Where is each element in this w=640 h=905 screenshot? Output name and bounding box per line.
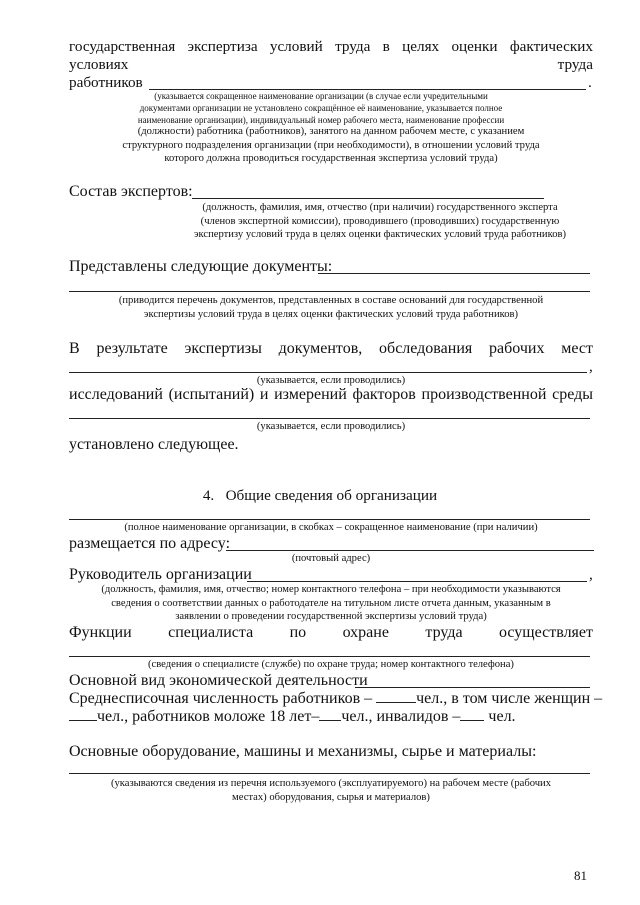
word: целях (402, 38, 440, 55)
result-caption-2: (указывается, если проводились) (256, 421, 406, 432)
staff-line-1: Среднесписочная численность работников – чел., в том числе женщин – (69, 690, 603, 707)
result-line-1: В результате экспертизы документов, обследования рабочих мест (69, 340, 593, 357)
experts-caption: (должность, фамилия, имя, отчество (при наличии) государственного эксперта (членов экспертной комиссии), проводившего (проводивших) государственную экспертизу условий труда в целях оценки фактических условий труда работников) (193, 202, 567, 240)
address-fill-line[interactable] (226, 550, 594, 551)
comma: , (589, 566, 593, 583)
disabled-count-field[interactable] (460, 708, 484, 721)
org-name-fill-line[interactable] (69, 519, 590, 520)
documents-fill-line-2[interactable] (69, 291, 590, 292)
minors-count-field[interactable] (319, 708, 341, 721)
equipment-caption: (указываются сведения из перечня используемого (эксплуатируемого) на рабочем месте (рабочих местах) оборудования, сырья и материалов) (110, 778, 552, 803)
word: условиях (69, 56, 129, 73)
word: экспертиза (187, 38, 258, 55)
head-caption: (должность, фамилия, имя, отчество; номер контактного телефона – при необходимости указываются сведения о соответствии данных о работодателе на титульном листе отчета данным, указанным в заявлении о проведении государственной экспертизы условий труда) (101, 584, 561, 622)
staff-line-2: чел., работников моложе 18 лет– чел., инвалидов – чел. (69, 708, 593, 726)
word: оценки (451, 38, 498, 55)
safety-caption: (сведения о специалисте (службе) по охране труда; номер контактного телефона) (148, 659, 514, 670)
result-conclusion: установлено следующее. (69, 436, 239, 453)
workers-label: работников (69, 74, 143, 91)
result-caption-1: (указывается, если проводились) (256, 375, 406, 386)
women-count-field[interactable] (69, 708, 97, 721)
intro-line-2 (69, 56, 593, 74)
word: труда (557, 56, 593, 73)
head-label: Руководитель организации (69, 566, 252, 583)
workplaces-fill-line[interactable] (69, 372, 587, 373)
equipment-label: Основные оборудование, машины и механизмы, сырье и материалы: (69, 743, 537, 760)
word: в (382, 38, 390, 55)
safety-fill-line[interactable] (69, 656, 590, 657)
workers-fill-line[interactable] (149, 89, 586, 90)
safety-line: Функции специалиста по охране труда осуществляет (69, 624, 593, 641)
page-number: 81 (574, 868, 587, 883)
documents-caption: (приводится перечень документов, представленных в составе оснований для государственной экспертизы условий труда в целях оценки фактических условий труда работников) (118, 295, 544, 320)
intro-line-1 (69, 38, 593, 56)
word: условий (269, 38, 323, 55)
activity-fill-line[interactable] (355, 687, 590, 688)
word: фактических (509, 38, 593, 55)
experts-label: Состав экспертов: (69, 183, 193, 200)
equipment-fill-line[interactable] (69, 773, 590, 774)
word: труда (335, 38, 371, 55)
head-fill-line[interactable] (247, 581, 587, 582)
word: государственная (69, 38, 176, 55)
result-line-3: исследований (испытаний) и измерений факторов производственной среды (69, 386, 593, 403)
experts-fill-line[interactable] (192, 198, 544, 199)
address-caption: (почтовый адрес) (291, 553, 371, 564)
address-label: размещается по адресу: (69, 535, 231, 552)
documents-fill-line-1[interactable] (318, 273, 590, 274)
documents-label: Представлены следующие документы: (69, 258, 333, 275)
staff-count-field[interactable] (376, 690, 416, 703)
period: . (588, 74, 592, 91)
section-4-heading: 4. Общие сведения об организации (202, 487, 438, 504)
comma: , (589, 358, 593, 375)
measurements-fill-line[interactable] (69, 418, 590, 419)
org-name-caption: (полное наименование организации, в скобках – сокращенное наименование (при наличии) (124, 522, 538, 533)
intro-caption: (должности) работника (работников), занятого на данном рабочем месте, с указанием структурного подразделения организации (при необходимости), в отношении условий труда которого должна проводиться государственная экспертиза условий труда) (122, 126, 540, 164)
activity-label: Основной вид экономической деятельности (69, 672, 368, 689)
intro-caption-small: (указывается сокращенное наименование организации (в случае если учредительными документами организации не установлено сокращённое её наименование, указывается полное наименование организации), индивидуальный номер рабочего места, наименование профессии (137, 91, 505, 125)
